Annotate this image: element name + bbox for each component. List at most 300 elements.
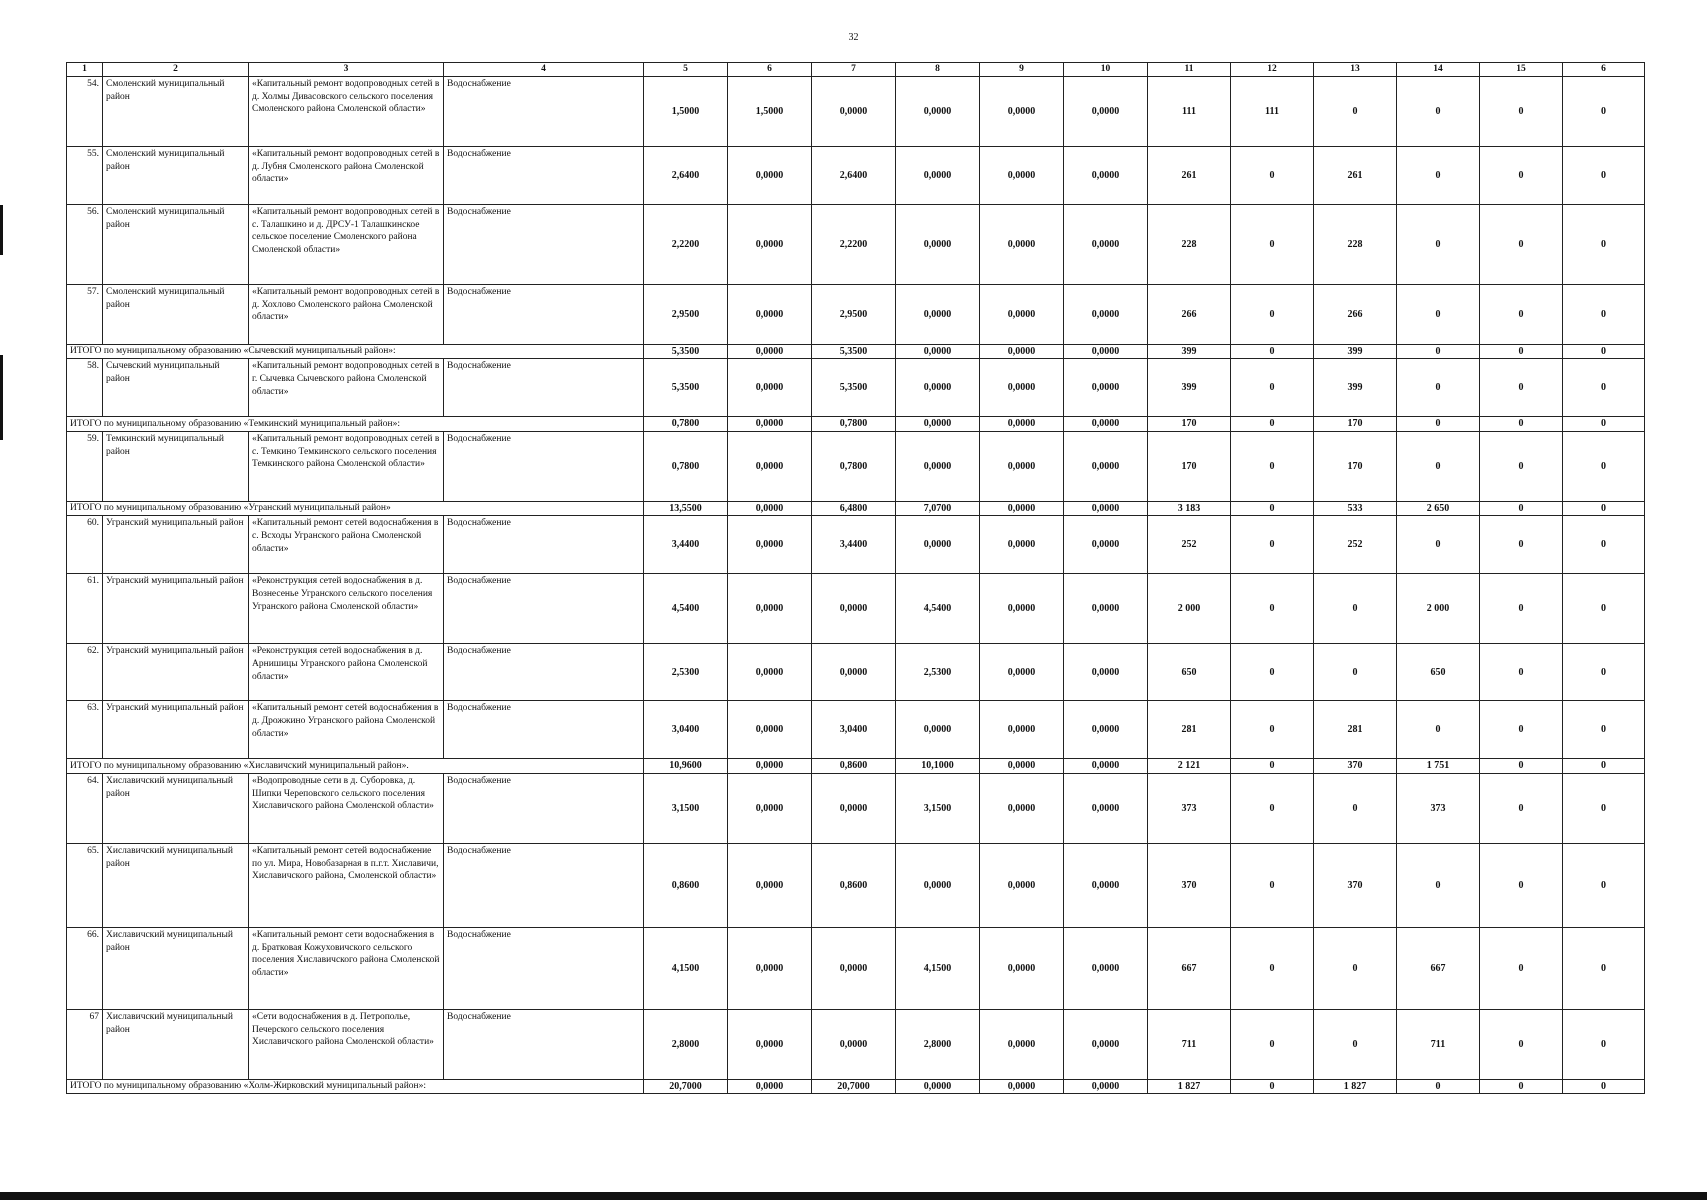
project-name: «Капитальный ремонт водопроводных сетей в д. Холмы Дивасовского сельского поселения Смоленского района Смоленской области» <box>249 76 444 146</box>
project-type: Водоснабжение <box>444 516 644 574</box>
table-row <box>67 431 1645 501</box>
value-cell: 2,6400 <box>812 146 896 204</box>
value-cell: 0,0000 <box>896 204 980 284</box>
value-cell: 2,6400 <box>644 146 728 204</box>
subtotal-value-cell: 0,0000 <box>728 501 812 516</box>
value-cell: 0,0000 <box>980 284 1064 344</box>
subtotal-value-cell: 0 <box>1563 501 1645 516</box>
subtotal-label: ИТОГО по муниципальному образованию «Угранский муниципальный район» <box>67 501 644 516</box>
value-cell: 0,0000 <box>812 1009 896 1079</box>
value-cell: 0,0000 <box>728 359 812 417</box>
project-type: Водоснабжение <box>444 574 644 644</box>
municipality-name: Хиславичский муниципальный район <box>103 773 249 843</box>
value-cell: 667 <box>1397 927 1480 1009</box>
municipality-name: Смоленский муниципальный район <box>103 284 249 344</box>
value-cell: 0 <box>1231 204 1314 284</box>
table-row <box>67 701 1645 759</box>
project-type: Водоснабжение <box>444 1009 644 1079</box>
value-cell: 0 <box>1397 701 1480 759</box>
value-cell: 2 000 <box>1397 574 1480 644</box>
value-cell: 0 <box>1480 431 1563 501</box>
row-number: 57. <box>67 284 103 344</box>
project-type: Водоснабжение <box>444 76 644 146</box>
subtotal-value-cell: 5,3500 <box>812 344 896 359</box>
row-number: 62. <box>67 644 103 701</box>
value-cell: 0 <box>1231 701 1314 759</box>
value-cell: 0 <box>1563 773 1645 843</box>
value-cell: 650 <box>1148 644 1231 701</box>
project-name: «Капитальный ремонт сетей водоснабжение по ул. Мира, Новобазарная в п.г.т. Хиславичи, Хиславичского района, Смоленской области» <box>249 843 444 927</box>
subtotal-value-cell: 0 <box>1231 344 1314 359</box>
value-cell: 3,0400 <box>644 701 728 759</box>
value-cell: 0 <box>1563 146 1645 204</box>
value-cell: 266 <box>1148 284 1231 344</box>
subtotal-value-cell: 0,0000 <box>1064 759 1148 774</box>
value-cell: 2,2200 <box>644 204 728 284</box>
row-number: 63. <box>67 701 103 759</box>
value-cell: 0 <box>1480 701 1563 759</box>
subtotal-value-cell: 0,0000 <box>1064 1079 1148 1094</box>
table-row <box>67 146 1645 204</box>
value-cell: 0,0000 <box>980 843 1064 927</box>
subtotal-value-cell: 0 <box>1231 501 1314 516</box>
column-number-header: 4 <box>444 63 644 77</box>
subtotal-value-cell: 370 <box>1314 759 1397 774</box>
value-cell: 0,0000 <box>728 701 812 759</box>
project-name: «Сети водоснабжения в д. Петрополье, Печерского сельского поселения Хиславичского района Смоленской области» <box>249 1009 444 1079</box>
project-name: «Капитальный ремонт водопроводных сетей в г. Сычевка Сычевского района Смоленской области» <box>249 359 444 417</box>
column-number-header: 12 <box>1231 63 1314 77</box>
value-cell: 0 <box>1480 574 1563 644</box>
subtotal-value-cell: 2 650 <box>1397 501 1480 516</box>
value-cell: 252 <box>1148 516 1231 574</box>
value-cell: 0 <box>1480 644 1563 701</box>
value-cell: 0,0000 <box>1064 644 1148 701</box>
value-cell: 261 <box>1314 146 1397 204</box>
value-cell: 370 <box>1148 843 1231 927</box>
value-cell: 0,0000 <box>1064 76 1148 146</box>
subtotal-value-cell: 10,1000 <box>896 759 980 774</box>
subtotal-value-cell: 0 <box>1563 759 1645 774</box>
row-number: 54. <box>67 76 103 146</box>
municipality-name: Смоленский муниципальный район <box>103 76 249 146</box>
project-type: Водоснабжение <box>444 927 644 1009</box>
value-cell: 1,5000 <box>644 76 728 146</box>
value-cell: 0 <box>1563 431 1645 501</box>
value-cell: 0,0000 <box>728 1009 812 1079</box>
subtotal-value-cell: 3 183 <box>1148 501 1231 516</box>
value-cell: 0,0000 <box>728 843 812 927</box>
table-row <box>67 574 1645 644</box>
value-cell: 3,0400 <box>812 701 896 759</box>
subtotal-value-cell: 0 <box>1563 1079 1645 1094</box>
project-type: Водоснабжение <box>444 146 644 204</box>
value-cell: 0 <box>1231 431 1314 501</box>
row-number: 58. <box>67 359 103 417</box>
project-name: «Реконструкция сетей водоснабжения в д. Вознесенье Угранского сельского поселения Угранского района Смоленской области» <box>249 574 444 644</box>
project-name: «Капитальный ремонт водопроводных сетей в с. Темкино Темкинского сельского поселения Темкинского района Смоленской области» <box>249 431 444 501</box>
investment-table <box>66 62 1645 1094</box>
value-cell: 2,8000 <box>644 1009 728 1079</box>
table-row <box>67 644 1645 701</box>
value-cell: 0,7800 <box>812 431 896 501</box>
value-cell: 0,0000 <box>1064 701 1148 759</box>
value-cell: 373 <box>1148 773 1231 843</box>
subtotal-value-cell: 7,0700 <box>896 501 980 516</box>
value-cell: 4,5400 <box>896 574 980 644</box>
column-number-header: 15 <box>1480 63 1563 77</box>
value-cell: 0 <box>1231 146 1314 204</box>
value-cell: 711 <box>1397 1009 1480 1079</box>
subtotal-row <box>67 344 1645 359</box>
value-cell: 0,0000 <box>896 76 980 146</box>
subtotal-value-cell: 0,0000 <box>728 1079 812 1094</box>
value-cell: 0 <box>1480 927 1563 1009</box>
value-cell: 0 <box>1563 843 1645 927</box>
subtotal-value-cell: 0,0000 <box>1064 417 1148 432</box>
value-cell: 650 <box>1397 644 1480 701</box>
value-cell: 0,0000 <box>728 574 812 644</box>
value-cell: 0 <box>1563 76 1645 146</box>
value-cell: 0 <box>1314 927 1397 1009</box>
subtotal-value-cell: 0 <box>1231 759 1314 774</box>
subtotal-value-cell: 399 <box>1148 344 1231 359</box>
value-cell: 0,0000 <box>728 773 812 843</box>
value-cell: 0 <box>1480 76 1563 146</box>
value-cell: 0,0000 <box>728 204 812 284</box>
column-number-header: 6 <box>728 63 812 77</box>
subtotal-row <box>67 1079 1645 1094</box>
value-cell: 0 <box>1563 701 1645 759</box>
row-number: 64. <box>67 773 103 843</box>
municipality-name: Угранский муниципальный район <box>103 644 249 701</box>
table-row <box>67 359 1645 417</box>
value-cell: 0,0000 <box>980 927 1064 1009</box>
value-cell: 3,4400 <box>644 516 728 574</box>
project-name: «Капитальный ремонт сетей водоснабжения в с. Всходы Угранского района Смоленской области» <box>249 516 444 574</box>
municipality-name: Угранский муниципальный район <box>103 516 249 574</box>
value-cell: 281 <box>1148 701 1231 759</box>
subtotal-value-cell: 0 <box>1480 344 1563 359</box>
column-number-header: 2 <box>103 63 249 77</box>
value-cell: 0 <box>1397 146 1480 204</box>
value-cell: 0 <box>1397 431 1480 501</box>
subtotal-label: ИТОГО по муниципальному образованию «Темкинский муниципальный район»: <box>67 417 644 432</box>
table-row <box>67 204 1645 284</box>
value-cell: 0,0000 <box>980 773 1064 843</box>
value-cell: 0 <box>1314 644 1397 701</box>
value-cell: 0 <box>1563 1009 1645 1079</box>
table-header-row <box>67 63 1645 77</box>
subtotal-value-cell: 170 <box>1148 417 1231 432</box>
value-cell: 0,0000 <box>812 574 896 644</box>
subtotal-value-cell: 0 <box>1397 1079 1480 1094</box>
table-row <box>67 843 1645 927</box>
value-cell: 0,0000 <box>896 284 980 344</box>
value-cell: 0 <box>1231 574 1314 644</box>
subtotal-row <box>67 417 1645 432</box>
municipality-name: Сычевский муниципальный район <box>103 359 249 417</box>
value-cell: 266 <box>1314 284 1397 344</box>
value-cell: 0 <box>1397 843 1480 927</box>
value-cell: 0 <box>1480 359 1563 417</box>
value-cell: 111 <box>1148 76 1231 146</box>
column-number-header: 14 <box>1397 63 1480 77</box>
value-cell: 3,1500 <box>896 773 980 843</box>
value-cell: 0,0000 <box>896 516 980 574</box>
subtotal-value-cell: 0 <box>1480 501 1563 516</box>
value-cell: 0,0000 <box>1064 773 1148 843</box>
scan-edge-mark <box>0 355 3 395</box>
value-cell: 111 <box>1231 76 1314 146</box>
subtotal-value-cell: 20,7000 <box>644 1079 728 1094</box>
subtotal-value-cell: 0 <box>1397 417 1480 432</box>
subtotal-label: ИТОГО по муниципальному образованию «Хиславичский муниципальный район». <box>67 759 644 774</box>
municipality-name: Смоленский муниципальный район <box>103 204 249 284</box>
subtotal-value-cell: 0 <box>1563 417 1645 432</box>
subtotal-value-cell: 0,0000 <box>728 344 812 359</box>
value-cell: 0,0000 <box>1064 516 1148 574</box>
table-row <box>67 516 1645 574</box>
value-cell: 0,0000 <box>896 431 980 501</box>
subtotal-value-cell: 0 <box>1563 344 1645 359</box>
subtotal-value-cell: 0,0000 <box>896 344 980 359</box>
subtotal-row <box>67 501 1645 516</box>
subtotal-value-cell: 170 <box>1314 417 1397 432</box>
subtotal-value-cell: 0,0000 <box>980 501 1064 516</box>
value-cell: 170 <box>1148 431 1231 501</box>
subtotal-value-cell: 0 <box>1231 1079 1314 1094</box>
table-row <box>67 1009 1645 1079</box>
subtotal-value-cell: 1 827 <box>1148 1079 1231 1094</box>
value-cell: 0,0000 <box>896 701 980 759</box>
subtotal-value-cell: 0,0000 <box>728 417 812 432</box>
value-cell: 0,0000 <box>728 516 812 574</box>
project-name: «Реконструкция сетей водоснабжения в д. Арнишицы Угранского района Смоленской области» <box>249 644 444 701</box>
column-number-header: 5 <box>644 63 728 77</box>
scan-border-bar <box>0 1192 1707 1200</box>
value-cell: 2,5300 <box>644 644 728 701</box>
project-name: «Капитальный ремонт сети водоснабжения в д. Братковая Кожуховичского сельского поселения Хиславичского района Смоленской области» <box>249 927 444 1009</box>
value-cell: 373 <box>1397 773 1480 843</box>
project-type: Водоснабжение <box>444 773 644 843</box>
value-cell: 0 <box>1231 927 1314 1009</box>
subtotal-value-cell: 1 751 <box>1397 759 1480 774</box>
value-cell: 0,0000 <box>812 644 896 701</box>
project-name: «Капитальный ремонт сетей водоснабжения в д. Дрожжино Угранского района Смоленской области» <box>249 701 444 759</box>
subtotal-value-cell: 399 <box>1314 344 1397 359</box>
value-cell: 0,0000 <box>728 146 812 204</box>
column-number-header: 10 <box>1064 63 1148 77</box>
subtotal-value-cell: 0,0000 <box>896 1079 980 1094</box>
subtotal-value-cell: 0 <box>1480 1079 1563 1094</box>
row-number: 59. <box>67 431 103 501</box>
value-cell: 3,4400 <box>812 516 896 574</box>
project-name: «Капитальный ремонт водопроводных сетей в д. Лубня Смоленского района Смоленской области» <box>249 146 444 204</box>
value-cell: 3,1500 <box>644 773 728 843</box>
municipality-name: Хиславичский муниципальный район <box>103 843 249 927</box>
value-cell: 0 <box>1231 773 1314 843</box>
value-cell: 2,2200 <box>812 204 896 284</box>
subtotal-value-cell: 0,0000 <box>896 417 980 432</box>
value-cell: 0 <box>1397 516 1480 574</box>
value-cell: 0,0000 <box>728 431 812 501</box>
value-cell: 370 <box>1314 843 1397 927</box>
value-cell: 0,0000 <box>980 1009 1064 1079</box>
value-cell: 4,1500 <box>644 927 728 1009</box>
value-cell: 0 <box>1480 146 1563 204</box>
subtotal-value-cell: 0 <box>1397 344 1480 359</box>
subtotal-value-cell: 0,0000 <box>980 417 1064 432</box>
column-number-header: 11 <box>1148 63 1231 77</box>
value-cell: 0,0000 <box>896 359 980 417</box>
value-cell: 0 <box>1397 284 1480 344</box>
subtotal-value-cell: 533 <box>1314 501 1397 516</box>
scan-edge-mark <box>0 205 3 255</box>
subtotal-value-cell: 0,7800 <box>812 417 896 432</box>
value-cell: 0 <box>1314 574 1397 644</box>
project-type: Водоснабжение <box>444 843 644 927</box>
row-number: 66. <box>67 927 103 1009</box>
value-cell: 0,0000 <box>980 516 1064 574</box>
subtotal-value-cell: 0 <box>1480 417 1563 432</box>
value-cell: 0 <box>1314 1009 1397 1079</box>
value-cell: 0,0000 <box>1064 284 1148 344</box>
value-cell: 0 <box>1397 76 1480 146</box>
row-number: 67 <box>67 1009 103 1079</box>
column-number-header: 9 <box>980 63 1064 77</box>
value-cell: 0 <box>1231 516 1314 574</box>
project-type: Водоснабжение <box>444 431 644 501</box>
value-cell: 399 <box>1148 359 1231 417</box>
value-cell: 0 <box>1231 843 1314 927</box>
column-number-header: 3 <box>249 63 444 77</box>
value-cell: 0,0000 <box>980 574 1064 644</box>
value-cell: 5,3500 <box>644 359 728 417</box>
value-cell: 0 <box>1480 284 1563 344</box>
value-cell: 0,0000 <box>980 644 1064 701</box>
subtotal-value-cell: 0,0000 <box>1064 501 1148 516</box>
document-table-container <box>66 62 1644 1094</box>
value-cell: 0,0000 <box>1064 927 1148 1009</box>
value-cell: 0,7800 <box>644 431 728 501</box>
value-cell: 0,0000 <box>980 431 1064 501</box>
subtotal-value-cell: 1 827 <box>1314 1079 1397 1094</box>
value-cell: 2 000 <box>1148 574 1231 644</box>
value-cell: 0 <box>1314 773 1397 843</box>
subtotal-value-cell: 0,8600 <box>812 759 896 774</box>
subtotal-label: ИТОГО по муниципальному образованию «Холм-Жирковский муниципальный район»: <box>67 1079 644 1094</box>
column-number-header: 6 <box>1563 63 1645 77</box>
value-cell: 0 <box>1231 359 1314 417</box>
value-cell: 228 <box>1314 204 1397 284</box>
subtotal-value-cell: 13,5500 <box>644 501 728 516</box>
column-number-header: 7 <box>812 63 896 77</box>
project-name: «Капитальный ремонт водопроводных сетей в с. Талашкино и д. ДРСУ-1 Талашкинское сельское поселение Смоленского района Смоленской области» <box>249 204 444 284</box>
subtotal-value-cell: 0,0000 <box>1064 344 1148 359</box>
value-cell: 0 <box>1563 927 1645 1009</box>
value-cell: 0 <box>1480 843 1563 927</box>
value-cell: 399 <box>1314 359 1397 417</box>
value-cell: 0,0000 <box>1064 843 1148 927</box>
value-cell: 0 <box>1563 516 1645 574</box>
value-cell: 4,5400 <box>644 574 728 644</box>
value-cell: 0,0000 <box>896 843 980 927</box>
subtotal-value-cell: 6,4800 <box>812 501 896 516</box>
project-type: Водоснабжение <box>444 701 644 759</box>
row-number: 60. <box>67 516 103 574</box>
table-row <box>67 927 1645 1009</box>
value-cell: 2,9500 <box>644 284 728 344</box>
table-row <box>67 76 1645 146</box>
project-name: «Водопроводные сети в д. Суборовка, д. Шипки Череповского сельского поселения Хиславичского района Смоленской области» <box>249 773 444 843</box>
municipality-name: Смоленский муниципальный район <box>103 146 249 204</box>
project-name: «Капитальный ремонт водопроводных сетей в д. Хохлово Смоленского района Смоленской области» <box>249 284 444 344</box>
value-cell: 0 <box>1231 644 1314 701</box>
page-number: 32 <box>848 32 859 43</box>
subtotal-value-cell: 0,0000 <box>980 1079 1064 1094</box>
table-row <box>67 284 1645 344</box>
value-cell: 0,0000 <box>1064 431 1148 501</box>
subtotal-value-cell: 0 <box>1231 417 1314 432</box>
value-cell: 0 <box>1314 76 1397 146</box>
municipality-name: Угранский муниципальный район <box>103 574 249 644</box>
value-cell: 0,0000 <box>812 773 896 843</box>
value-cell: 0 <box>1563 644 1645 701</box>
value-cell: 252 <box>1314 516 1397 574</box>
column-number-header: 13 <box>1314 63 1397 77</box>
value-cell: 0 <box>1480 773 1563 843</box>
value-cell: 0 <box>1480 516 1563 574</box>
value-cell: 0 <box>1563 204 1645 284</box>
subtotal-value-cell: 20,7000 <box>812 1079 896 1094</box>
value-cell: 0 <box>1397 204 1480 284</box>
subtotal-value-cell: 10,9600 <box>644 759 728 774</box>
value-cell: 170 <box>1314 431 1397 501</box>
value-cell: 4,1500 <box>896 927 980 1009</box>
value-cell: 281 <box>1314 701 1397 759</box>
subtotal-label: ИТОГО по муниципальному образованию «Сычевский муниципальный район»: <box>67 344 644 359</box>
value-cell: 0 <box>1563 284 1645 344</box>
subtotal-value-cell: 0,0000 <box>728 759 812 774</box>
row-number: 56. <box>67 204 103 284</box>
value-cell: 0,8600 <box>812 843 896 927</box>
value-cell: 0,8600 <box>644 843 728 927</box>
value-cell: 2,5300 <box>896 644 980 701</box>
subtotal-value-cell: 5,3500 <box>644 344 728 359</box>
value-cell: 0,0000 <box>1064 146 1148 204</box>
value-cell: 0,0000 <box>980 146 1064 204</box>
column-number-header: 8 <box>896 63 980 77</box>
subtotal-row <box>67 759 1645 774</box>
municipality-name: Угранский муниципальный район <box>103 701 249 759</box>
row-number: 55. <box>67 146 103 204</box>
scan-edge-mark <box>0 395 3 440</box>
subtotal-value-cell: 0,0000 <box>980 759 1064 774</box>
municipality-name: Хиславичский муниципальный район <box>103 1009 249 1079</box>
value-cell: 0,0000 <box>728 284 812 344</box>
project-type: Водоснабжение <box>444 284 644 344</box>
value-cell: 0,0000 <box>812 927 896 1009</box>
value-cell: 0 <box>1397 359 1480 417</box>
table-row <box>67 773 1645 843</box>
row-number: 65. <box>67 843 103 927</box>
value-cell: 2,9500 <box>812 284 896 344</box>
project-type: Водоснабжение <box>444 359 644 417</box>
value-cell: 0,0000 <box>728 927 812 1009</box>
value-cell: 0 <box>1563 359 1645 417</box>
project-type: Водоснабжение <box>444 204 644 284</box>
